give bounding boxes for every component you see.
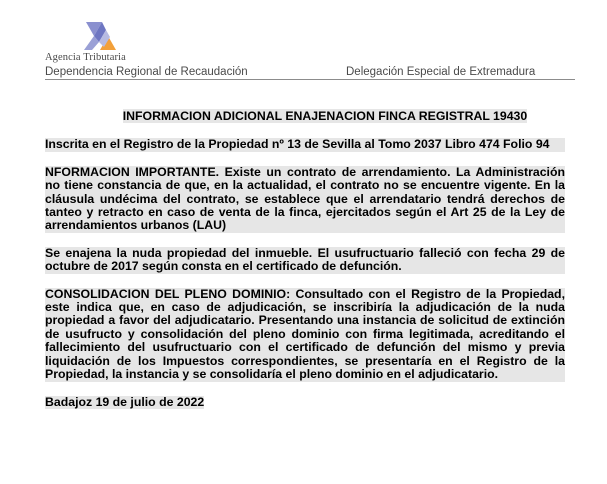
paragraph-important-info: NFORMACION IMPORTANTE. Existe un contrato de arrendamiento. La Administración no tiene constancia de que, en la actualidad, el contrato no se encuentre vigente. En la cláusula undécima del contrato, se establece que el arrendatario tendrá derechos de tanteo y retracto en caso de venta de la finca, ejercitados según el Art 25 de la Ley de arrendamientos urbanos (LAU) [45, 164, 565, 233]
department-name: Dependencia Regional de Recaudación [45, 66, 248, 78]
delegation-name: Delegación Especial de Extremadura [346, 66, 536, 78]
agencia-tributaria-logo-icon [82, 20, 118, 52]
document-title-text: INFORMACION ADICIONAL ENAJENACION FINCA REGISTRAL 19430 [122, 109, 528, 123]
paragraph-bare-ownership: Se enajena la nuda propiedad del inmueble. El usufructuario falleció con fecha 29 de octubre de 2017 según consta en el certificado de defunción. [45, 245, 565, 274]
signature-date-line: Badajoz 19 de julio de 2022 [45, 394, 205, 409]
document-body [45, 110, 565, 423]
letterhead [45, 65, 575, 80]
paragraph-consolidation: CONSOLIDACION DEL PLENO DOMINIO: Consultado con el Registro de la Propiedad, este indica que, en caso de adjudicación, se inscribiría la adjudicación de la nuda propiedad a favor del adjudicatario. Presentando una instancia de solicitud de extinción de usufructo y consolidación del pleno dominio con firma legitimada, acreditando el fallecimiento del usufructuario con el certificado de defunción del mismo y previa liquidación de los Impuestos correspondientes, se presentaría en el Registro de la Propiedad, la instancia y se consolidaría el pleno dominio en el adjudicatario. [45, 286, 565, 382]
document-title [45, 110, 565, 123]
agency-name: Agencia Tributaria [45, 52, 126, 63]
paragraph-registry: Inscrita en el Registro de la Propiedad nº 13 de Sevilla al Tomo 2037 Libro 474 Folio 94 [45, 138, 565, 151]
